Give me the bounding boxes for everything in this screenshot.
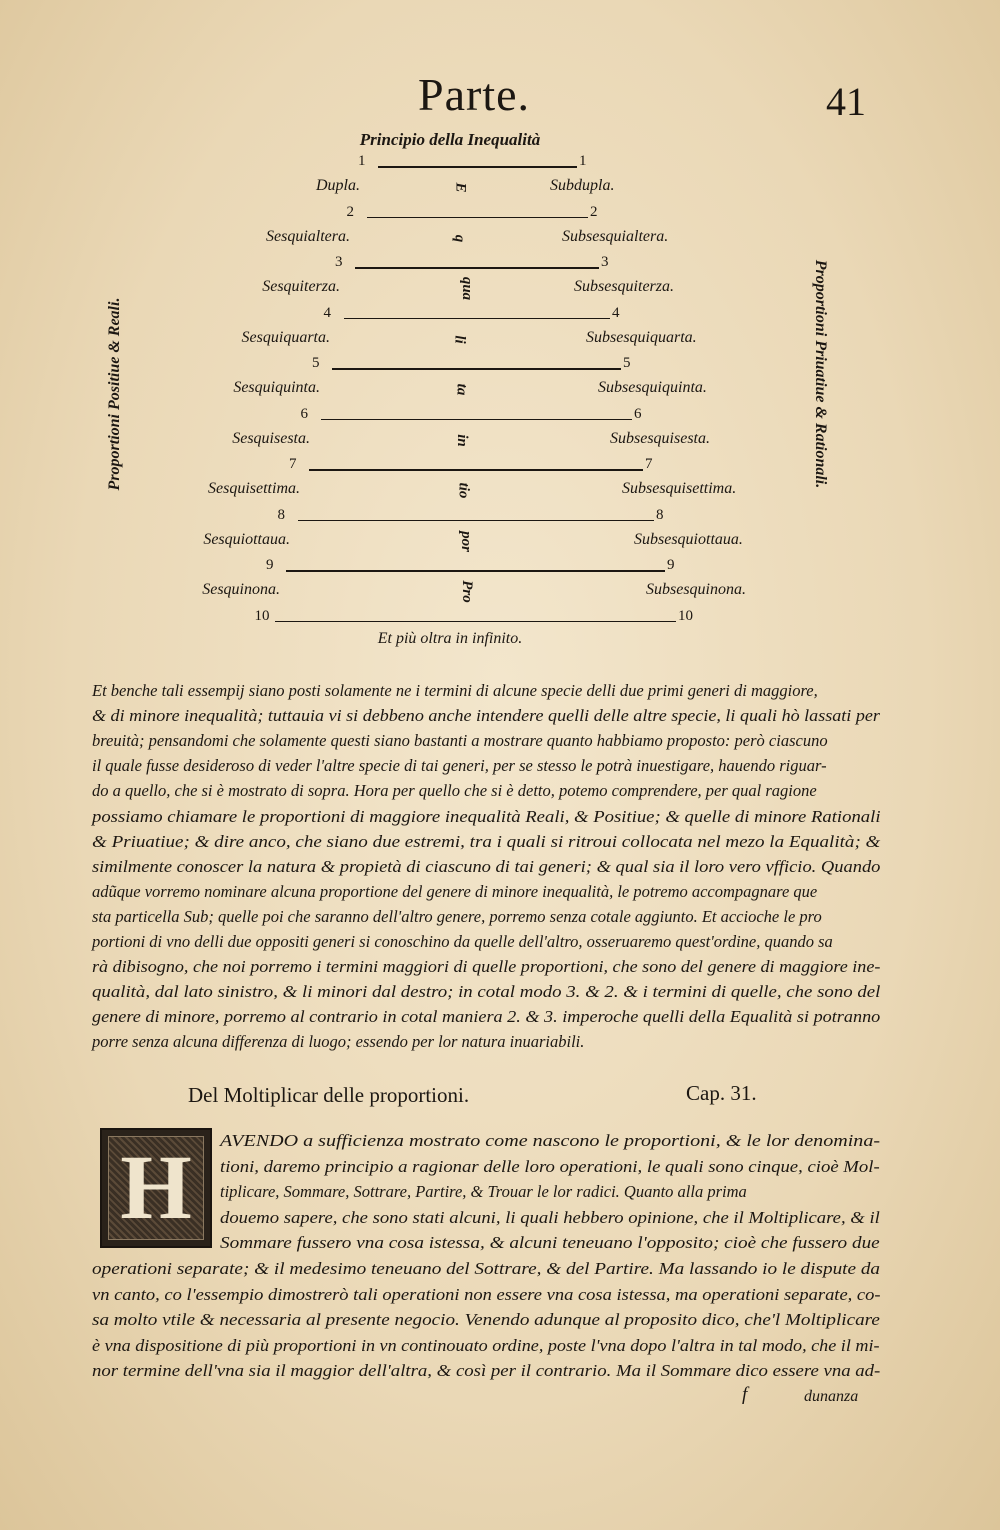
running-title: Parte. xyxy=(418,69,531,120)
proportion-name-right: Subsesquiottaua. xyxy=(634,530,743,548)
text-line: porre senza alcuna differenza di luogo; essendo per lor natura inuariabili. xyxy=(92,1032,585,1052)
proportion-name-right: Subsesquialtera. xyxy=(562,227,669,245)
vertical-label-fragment: in xyxy=(453,433,470,447)
text-line: Sommare fussero vna cosa istessa, & alcuni teneuano l'opposito; cioè che fussero due xyxy=(220,1233,880,1253)
table-title: Principio della Inequalità xyxy=(359,130,541,149)
right-side-label: Proportioni Priuatiue & Rationali. xyxy=(812,259,829,489)
proportion-name-left: Sesquiterza. xyxy=(262,278,340,295)
row-number-left: 6 xyxy=(300,405,308,422)
table-footer: Et più oltra in infinito. xyxy=(377,630,523,647)
text-line: douemo sapere, che sono stati alcuni, li quali hebbero opinione, che il Moltiplicare, & il xyxy=(220,1207,880,1227)
proportion-name-left: Sesquiottaua. xyxy=(203,530,290,548)
chapter-number: Cap. 31. xyxy=(686,1081,757,1105)
row-rule xyxy=(332,368,621,370)
signature-mark: f xyxy=(742,1384,748,1405)
proportion-name-right: Subsesquisesta. xyxy=(610,429,710,447)
text-line: adũque vorremo nominare alcuna proportione del genere di minore inequalità, le potremo accompagnare que xyxy=(92,881,818,901)
text-line: portioni di vno delli due oppositi generi si conoschino da quelle dell'altro, osseruaremo quest'ordine, quando sa xyxy=(92,932,833,951)
text-line: similmente conoscer la natura & propietà di ciascuno di tai generi; & qual sia il loro vero vfficio. Quando xyxy=(92,856,881,876)
row-number-left: 10 xyxy=(254,607,270,624)
left-side-label: Proportioni Positiue & Reali. xyxy=(106,297,123,491)
row-number-right: 9 xyxy=(667,557,675,573)
text-line: do a quello, che si è mostrato di sopra. Hora per quello che si è detto, potemo comprendere, per qual ragione xyxy=(92,781,817,801)
vertical-label-fragment: qua xyxy=(459,276,476,301)
row-number-right: 3 xyxy=(601,254,609,270)
text-line: è vna dispositione di più proportioni in vn continouato ordine, poste l'vna dopo l'altra in tal modo, che il mi- xyxy=(92,1335,880,1355)
vertical-label-fragment: por xyxy=(457,530,474,552)
text-line: sa molto vtile & necessaria al presente negocio. Venendo adunque al proposito dico, che'l Moltiplicare xyxy=(92,1310,880,1330)
row-number-left: 3 xyxy=(335,254,343,270)
row-rule xyxy=(275,621,677,623)
text-line: rà dibisogno, che noi porremo i termini maggiori di quelle proportioni, che sono del genere di maggiore ine- xyxy=(92,957,881,977)
row-number-left: 4 xyxy=(323,304,331,321)
text-line: Et benche tali essempij siano posti solamente ne i termini di alcune specie delli due primi generi di maggiore, xyxy=(92,681,818,700)
proportion-name-right: Subsesquiterza. xyxy=(574,278,674,295)
row-number-right: 2 xyxy=(590,203,598,220)
proportion-name-left: Sesquisesta. xyxy=(232,429,310,447)
vertical-label-fragment: ta xyxy=(453,383,470,396)
row-number-left: 9 xyxy=(266,557,274,573)
proportion-name-right: Subsesquisettima. xyxy=(622,480,737,497)
row-number-left: 7 xyxy=(289,456,297,472)
row-number-right: 10 xyxy=(678,607,693,624)
row-rule xyxy=(286,570,665,572)
text-line: possiamo chiamare le proportioni di maggiore inequalità Reali, & Positiue; & quelle di minore Rationali xyxy=(92,806,881,826)
text-line: & Priuatiue; & dire anco, che siano due estremi, tra i quali si ritroui collocata nel mezo la Equalità; & xyxy=(92,831,881,851)
decorated-initial xyxy=(100,1128,212,1248)
proportion-name-left: Sesquiquarta. xyxy=(241,328,330,346)
vertical-label-fragment: tio xyxy=(455,482,472,499)
row-number-right: 7 xyxy=(645,456,653,472)
text-line: AVENDO a sufficienza mostrato come nascono le proportioni, & le lor denomina- xyxy=(220,1131,881,1150)
text-line: vn canto, co l'essempio dimostrerò tali operationi non essere vna cosa istessa, ma operationi separate, co- xyxy=(92,1284,881,1304)
row-number-left: 2 xyxy=(346,203,354,220)
text-line: breuità; pensandomi che solamente questi siano bastanti a mostrare quanto habbiamo proposto: però ciascuno xyxy=(92,731,828,751)
row-rule xyxy=(309,469,643,471)
text-line: tioni, daremo principio a ragionar delle loro operationi, le quali sono cinque, cioè Mol- xyxy=(220,1156,880,1176)
row-number-left: 1 xyxy=(358,153,366,169)
row-number-right: 4 xyxy=(612,304,620,321)
row-rule xyxy=(321,419,633,421)
text-line: il quale fusse desideroso di veder l'altre specie di tai generi, per se stesso le potrà inuestigare, hauendo riguar- xyxy=(92,756,827,776)
proportion-name-left: Sesquialtera. xyxy=(266,227,350,245)
catchword: dunanza xyxy=(804,1388,859,1405)
page-number: 41 xyxy=(826,79,866,124)
proportion-name-left: Sesquinona. xyxy=(202,581,280,598)
vertical-label-fragment: Pro xyxy=(458,580,475,603)
text-line: nor termine dell'vna sia il maggior dell'altra, & così per il contrario. Ma il Sommare dico essere vna ad- xyxy=(92,1361,881,1381)
row-rule xyxy=(378,166,577,168)
vertical-label-fragment: li xyxy=(451,334,468,344)
row-number-left: 8 xyxy=(277,506,285,523)
row-rule xyxy=(344,318,611,320)
row-number-right: 6 xyxy=(634,405,642,422)
row-rule xyxy=(367,217,589,219)
row-number-right: 8 xyxy=(656,506,664,523)
row-rule xyxy=(298,520,655,522)
proportion-name-left: Dupla. xyxy=(316,177,360,194)
proportion-name-left: Sesquiquinta. xyxy=(233,379,320,396)
text-line: & di minore inequalità; tuttauia vi si debbeno anche intendere quelli delle altre specie, li quali hò lassati per xyxy=(92,706,880,726)
text-line: qualità, dal lato sinistro, & li minori dal destro; in cotal modo 3. & 2. & i termini di quelle, che sono del xyxy=(92,982,881,1002)
row-number-right: 1 xyxy=(579,153,587,169)
proportion-name-right: Subsesquiquarta. xyxy=(586,328,697,346)
row-number-left: 5 xyxy=(312,355,320,371)
text-line: sta particella Sub; quelle poi che saranno dell'altro genere, porremo senza cotale aggiunto. Et accioche le pro xyxy=(92,906,822,926)
proportion-name-right: Subsesquinona. xyxy=(646,581,746,598)
chapter-heading: Del Moltiplicar delle proportioni. xyxy=(188,1083,470,1107)
text-line: operationi separate; & il medesimo teneuano del Sottrare, & del Partire. Ma lassando io le dispute da xyxy=(92,1259,881,1278)
proportion-name-right: Subsesquiquinta. xyxy=(598,379,707,396)
row-number-right: 5 xyxy=(623,355,631,371)
row-rule xyxy=(355,267,599,269)
text-line: tiplicare, Sommare, Sottrare, Partire, & Trouar le lor radici. Quanto alla prima xyxy=(220,1182,747,1202)
initial-letter: H xyxy=(120,1136,192,1238)
proportion-name-right: Subdupla. xyxy=(550,177,615,194)
proportion-name-left: Sesquisettima. xyxy=(208,480,300,497)
vertical-label-fragment: q xyxy=(451,234,468,242)
vertical-label-fragment: E xyxy=(452,182,469,193)
text-line: genere di minore, porremo al contrario in cotal maniera 2. & 3. imperoche quelli della Equalità si potranno xyxy=(92,1007,881,1027)
